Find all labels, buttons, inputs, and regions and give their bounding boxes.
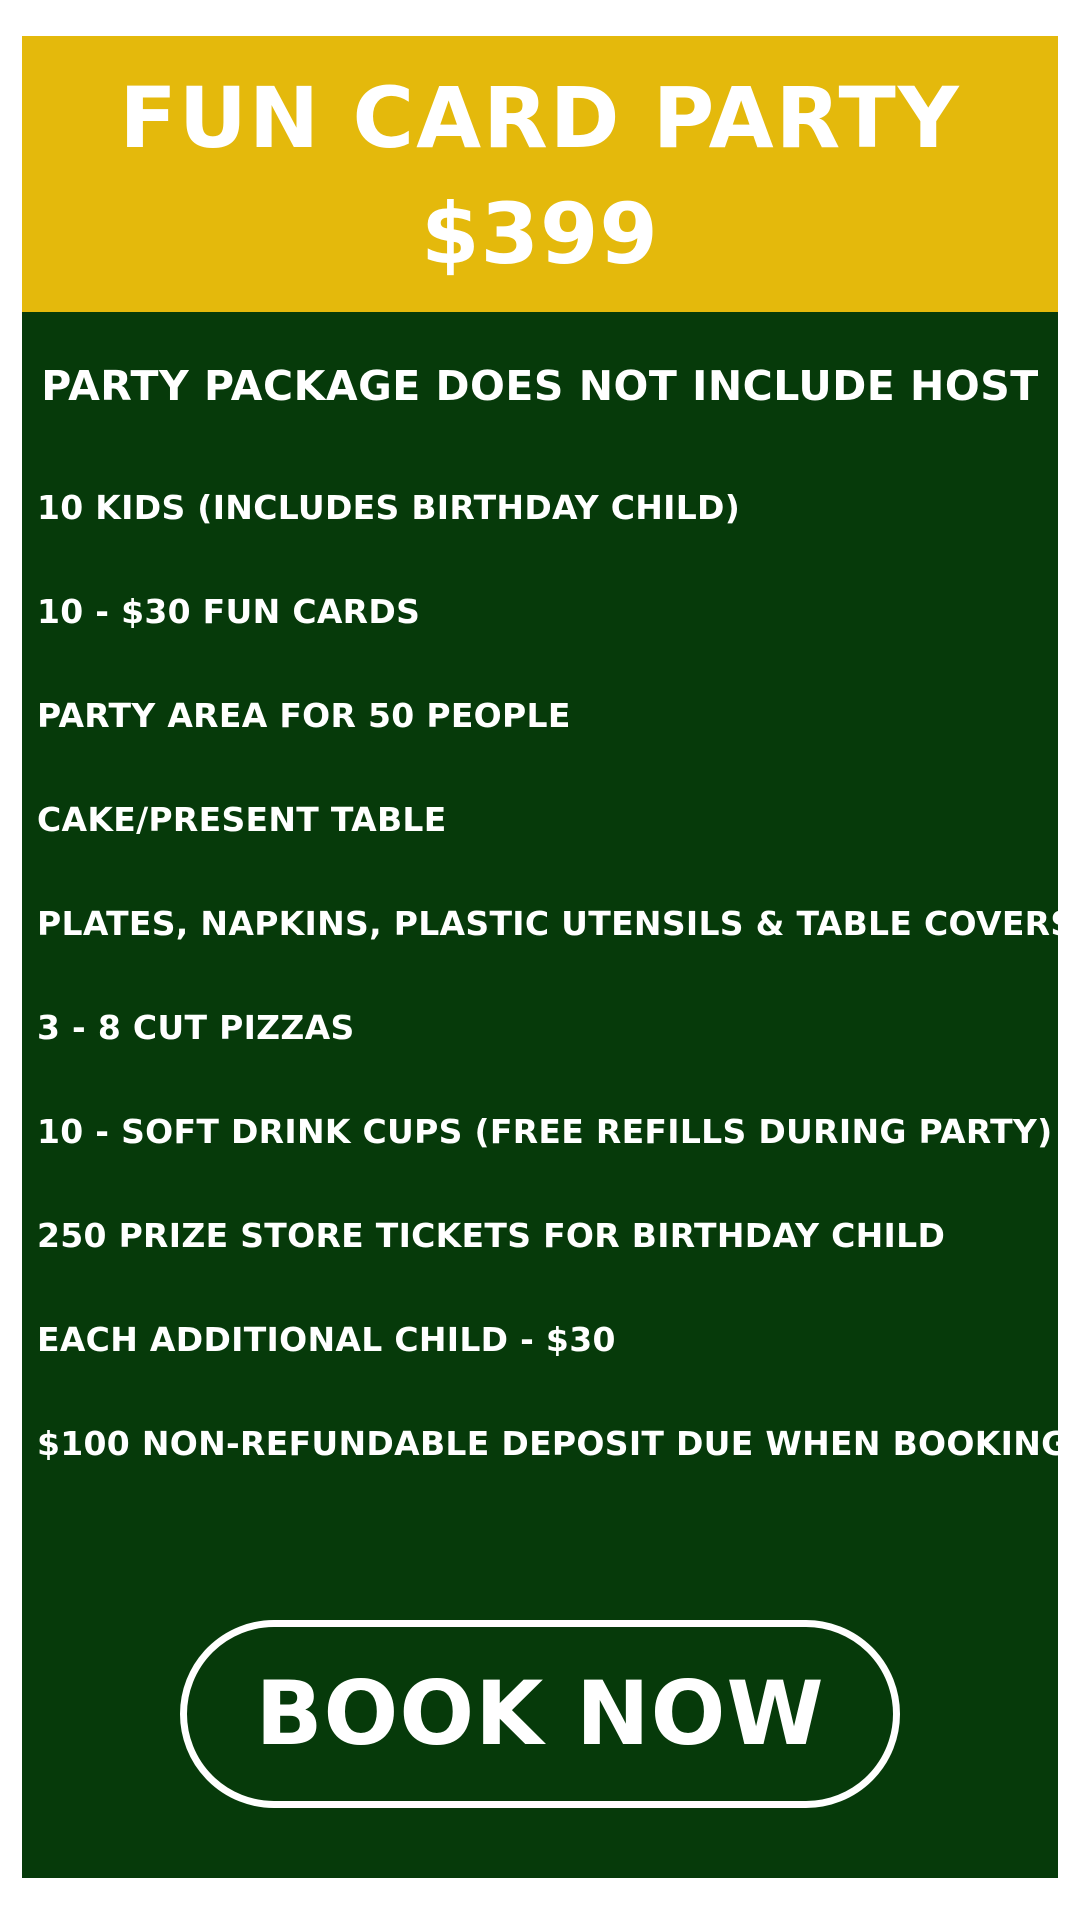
feature-item: 10 - $30 FUN CARDS (37, 592, 421, 631)
feature-item: PLATES, NAPKINS, PLASTIC UTENSILS & TABLE COVERS (37, 904, 1075, 943)
feature-item: CAKE/PRESENT TABLE (37, 800, 447, 839)
feature-item: 250 PRIZE STORE TICKETS FOR BIRTHDAY CHILD (37, 1216, 946, 1255)
feature-item: $100 NON-REFUNDABLE DEPOSIT DUE WHEN BOOKING (37, 1424, 1069, 1463)
package-header (22, 36, 1058, 312)
feature-item: EACH ADDITIONAL CHILD - $30 (37, 1320, 616, 1359)
feature-item: 10 KIDS (INCLUDES BIRTHDAY CHILD) (37, 488, 741, 527)
package-title: FUN CARD PARTY (119, 69, 961, 167)
book-now-button[interactable]: BOOK NOW (180, 1620, 900, 1808)
feature-item: 3 - 8 CUT PIZZAS (37, 1008, 355, 1047)
feature-list (37, 484, 1075, 1524)
package-price: $399 (421, 185, 659, 283)
host-notice: PARTY PACKAGE DOES NOT INCLUDE HOST (41, 362, 1039, 410)
feature-item: PARTY AREA FOR 50 PEOPLE (37, 696, 571, 735)
feature-item: 10 - SOFT DRINK CUPS (FREE REFILLS DURING PARTY) (37, 1112, 1053, 1151)
party-package-card (22, 36, 1075, 1878)
